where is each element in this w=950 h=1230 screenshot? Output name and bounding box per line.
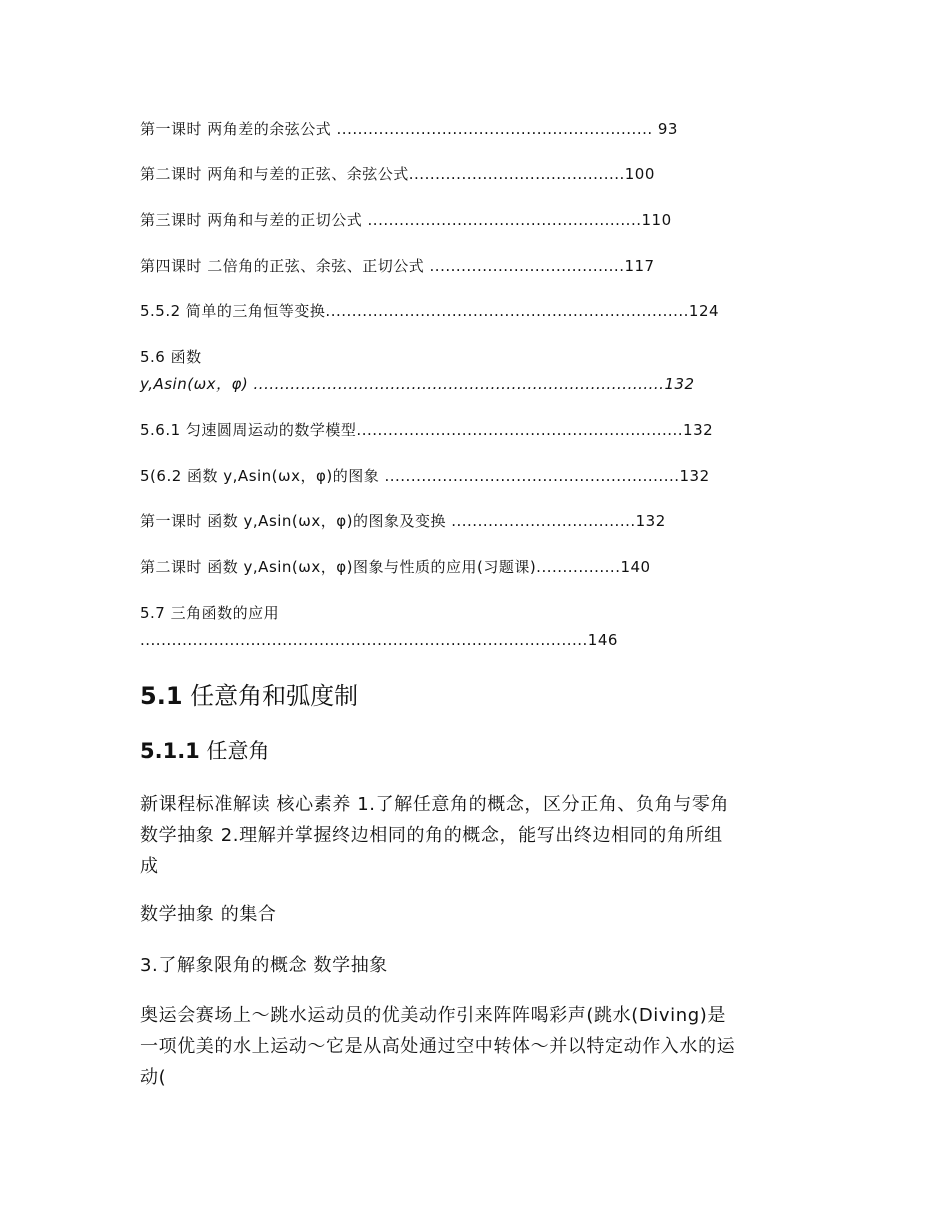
subsection-title: 任意角 (206, 739, 270, 763)
paragraph-standards (140, 789, 820, 882)
paragraph-quadrant (140, 950, 820, 981)
toc-entry[interactable]: 第四课时 二倍角的正弦、余弦、正切公式 .....................................117 (140, 257, 655, 275)
subsection-heading (140, 737, 269, 765)
paragraph-line: 新课程标准解读 核心素养 1.了解任意角的概念，区分正角、负角与零角 (140, 794, 730, 815)
toc-entry[interactable]: 第一课时 函数 y,Asin(ωx，φ)的图象及变换 ...................................132 (140, 512, 666, 530)
paragraph-line: 3.了解象限角的概念 数学抽象 (140, 955, 388, 976)
toc-entry[interactable]: 5(6.2 函数 y,Asin(ωx，φ)的图象 ........................................................132 (140, 467, 710, 485)
toc-entry[interactable]: 5.6 函数 (140, 348, 202, 366)
toc-entry[interactable]: 第三课时 两角和与差的正切公式 ....................................................110 (140, 211, 672, 229)
toc-entry[interactable]: .....................................................................................146 (140, 631, 618, 649)
section-heading (140, 680, 358, 712)
section-title: 任意角和弧度制 (190, 682, 359, 710)
toc-entry[interactable]: 第二课时 两角和与差的正弦、余弦公式.........................................100 (140, 165, 655, 183)
paragraph-line: 一项优美的水上运动～它是从高处通过空中转体～并以特定动作入水的运 (140, 1036, 736, 1057)
toc-entry[interactable]: 5.6.1 匀速圆周运动的数学模型..............................................................132 (140, 421, 714, 439)
toc-entry[interactable]: 5.5.2 简单的三角恒等变换.....................................................................124 (140, 302, 720, 320)
toc-entry[interactable]: 第一课时 两角差的余弦公式 ............................................................ 93 (140, 120, 678, 138)
section-number: 5.1 (140, 682, 183, 710)
paragraph-line: 奥运会赛场上～跳水运动员的优美动作引来阵阵喝彩声(跳水(Diving)是 (140, 1005, 727, 1026)
subsection-number: 5.1.1 (140, 739, 200, 763)
paragraph-line: 数学抽象 2.理解并掌握终边相同的角的概念，能写出终边相同的角所组 (140, 825, 723, 846)
paragraph-intro (140, 1000, 820, 1093)
toc-entry[interactable]: 第二课时 函数 y,Asin(ωx，φ)图象与性质的应用(习题课)................140 (140, 558, 651, 576)
toc-entry[interactable]: y,Asin(ωx，φ) ..............................................................................132 (140, 375, 695, 393)
paragraph-set (140, 899, 820, 930)
toc-entry[interactable]: 5.7 三角函数的应用 (140, 604, 280, 622)
paragraph-line: 动( (140, 1067, 167, 1088)
paragraph-line: 数学抽象 的集合 (140, 904, 277, 925)
paragraph-line: 成 (140, 856, 159, 877)
